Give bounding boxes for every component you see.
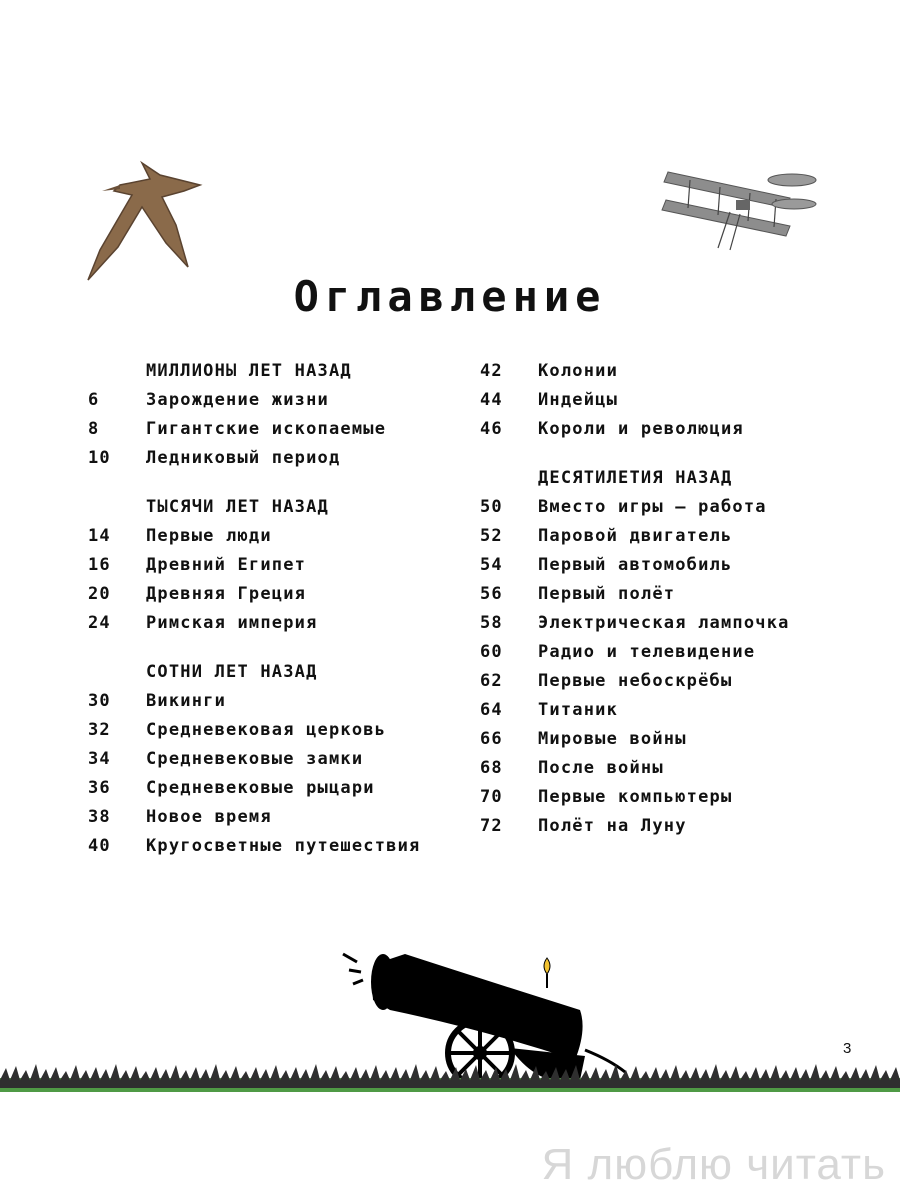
entry-page: 30 <box>88 691 111 711</box>
section-heading: ТЫСЯЧИ ЛЕТ НАЗАД <box>146 497 329 517</box>
toc-section <box>88 493 468 638</box>
toc-entry[interactable] <box>480 522 880 551</box>
toc-entry[interactable] <box>88 745 468 774</box>
section-heading: МИЛЛИОНЫ ЛЕТ НАЗАД <box>146 361 352 381</box>
toc-entry[interactable] <box>480 783 880 812</box>
entry-label: Колонии <box>538 361 619 381</box>
entry-label: После войны <box>538 758 664 778</box>
section-heading: ДЕСЯТИЛЕТИЯ НАЗАД <box>538 468 733 488</box>
entry-page: 70 <box>480 787 503 807</box>
entry-label: Первые люди <box>146 526 272 546</box>
entry-page: 46 <box>480 419 503 439</box>
toc-entry[interactable] <box>88 687 468 716</box>
entry-page: 44 <box>480 390 503 410</box>
entry-label: Индейцы <box>538 390 619 410</box>
entry-page: 66 <box>480 729 503 749</box>
entry-label: Вместо игры – работа <box>538 497 767 517</box>
entry-label: Мировые войны <box>538 729 687 749</box>
entry-page: 24 <box>88 613 111 633</box>
entry-page: 32 <box>88 720 111 740</box>
entry-label: Электрическая лампочка <box>538 613 790 633</box>
toc-entry[interactable] <box>480 493 880 522</box>
toc-entry[interactable] <box>88 580 468 609</box>
entry-label: Средневековые рыцари <box>146 778 375 798</box>
entry-page: 36 <box>88 778 111 798</box>
entry-page: 10 <box>88 448 111 468</box>
entry-page: 42 <box>480 361 503 381</box>
page-title: Оглавление <box>293 272 607 321</box>
entry-label: Паровой двигатель <box>538 526 733 546</box>
entry-page: 50 <box>480 497 503 517</box>
toc-entry[interactable] <box>88 444 468 473</box>
toc-entry[interactable] <box>480 725 880 754</box>
entry-label: Первый полёт <box>538 584 676 604</box>
entry-label: Первый автомобиль <box>538 555 733 575</box>
entry-label: Римская империя <box>146 613 318 633</box>
toc-entry[interactable] <box>88 551 468 580</box>
toc-section <box>480 464 880 841</box>
toc-entry[interactable] <box>480 357 880 386</box>
toc-entry[interactable] <box>88 415 468 444</box>
entry-label: Полёт на Луну <box>538 816 687 836</box>
entry-page: 14 <box>88 526 111 546</box>
entry-page: 60 <box>480 642 503 662</box>
entry-label: Новое время <box>146 807 272 827</box>
page-number: 3 <box>843 1040 852 1057</box>
toc-entry[interactable] <box>480 415 880 444</box>
entry-page: 6 <box>88 390 100 410</box>
entry-label: Древняя Греция <box>146 584 307 604</box>
entry-label: Викинги <box>146 691 227 711</box>
biplane-illustration <box>660 160 820 255</box>
toc-entry[interactable] <box>88 803 468 832</box>
entry-label: Средневековые замки <box>146 749 364 769</box>
entry-label: Древний Египет <box>146 555 307 575</box>
toc-section <box>88 658 468 861</box>
entry-page: 34 <box>88 749 111 769</box>
entry-label: Радио и телевидение <box>538 642 756 662</box>
toc-entry[interactable] <box>88 832 468 861</box>
entry-label: Первые небоскрёбы <box>538 671 733 691</box>
watermark: Я люблю читать <box>541 1140 886 1189</box>
entry-page: 68 <box>480 758 503 778</box>
toc-entry[interactable] <box>88 774 468 803</box>
grass-strip <box>0 1058 900 1094</box>
section-heading: СОТНИ ЛЕТ НАЗАД <box>146 662 318 682</box>
entry-label: Первые компьютеры <box>538 787 733 807</box>
entry-page: 58 <box>480 613 503 633</box>
pterodactyl-illustration <box>80 155 210 290</box>
toc-entry[interactable] <box>480 551 880 580</box>
entry-page: 20 <box>88 584 111 604</box>
toc-entry[interactable] <box>88 716 468 745</box>
entry-page: 72 <box>480 816 503 836</box>
entry-label: Кругосветные путешествия <box>146 836 421 856</box>
entry-page: 40 <box>88 836 111 856</box>
toc-entry[interactable] <box>88 609 468 638</box>
entry-page: 56 <box>480 584 503 604</box>
entry-page: 38 <box>88 807 111 827</box>
entry-label: Гигантские ископаемые <box>146 419 387 439</box>
toc-entry[interactable] <box>88 386 468 415</box>
entry-label: Короли и революция <box>538 419 744 439</box>
toc-entry[interactable] <box>480 638 880 667</box>
entry-label: Ледниковый период <box>146 448 341 468</box>
toc-entry[interactable] <box>480 754 880 783</box>
toc-entry[interactable] <box>480 667 880 696</box>
entry-label: Титаник <box>538 700 619 720</box>
toc-left-column <box>88 357 468 861</box>
entry-page: 16 <box>88 555 111 575</box>
entry-page: 8 <box>88 419 100 439</box>
toc-entry[interactable] <box>480 609 880 638</box>
entry-page: 64 <box>480 700 503 720</box>
toc-entry[interactable] <box>480 386 880 415</box>
toc-entry[interactable] <box>480 812 880 841</box>
toc-entry[interactable] <box>480 696 880 725</box>
entry-label: Средневековая церковь <box>146 720 387 740</box>
entry-label: Зарождение жизни <box>146 390 329 410</box>
entry-page: 62 <box>480 671 503 691</box>
toc-section <box>88 357 468 473</box>
toc-entry[interactable] <box>480 580 880 609</box>
entry-page: 54 <box>480 555 503 575</box>
entry-page: 52 <box>480 526 503 546</box>
toc-entry[interactable] <box>88 522 468 551</box>
toc-right-column <box>480 357 880 841</box>
